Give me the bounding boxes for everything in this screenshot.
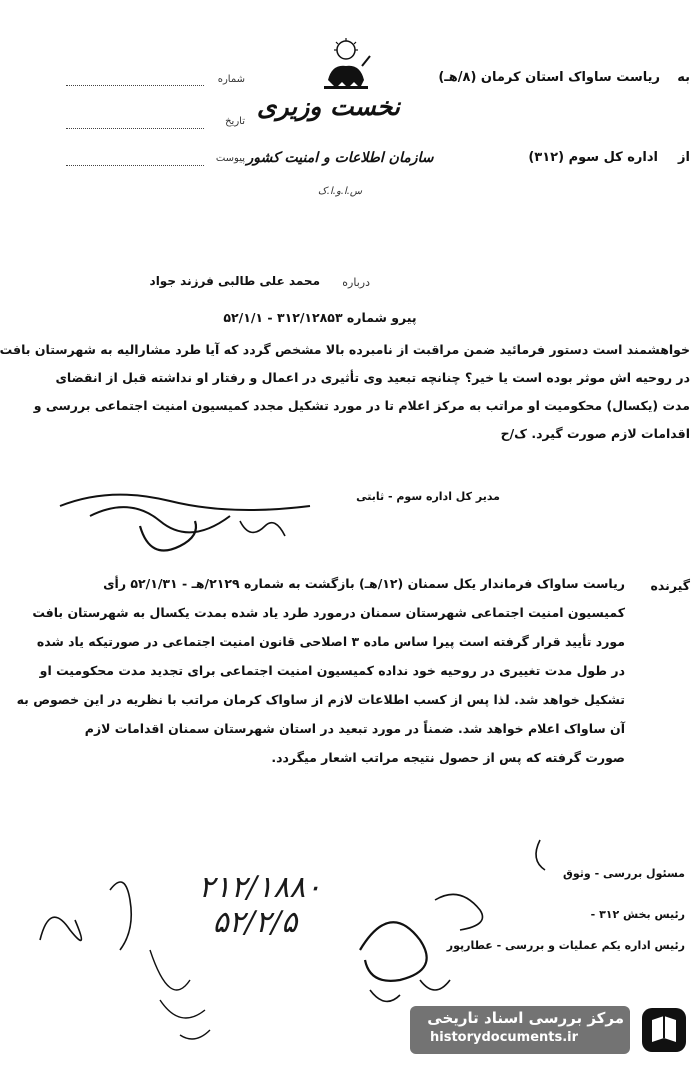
number-line (66, 84, 204, 86)
lion-and-sun-emblem (318, 36, 374, 92)
number-label: شماره (217, 74, 245, 85)
body-line: در روحیه اش موثر بوده است یا خیر؟ چنانچه تبعید وی تأثیری در اعمال و رفتار او نداشته قبل از انقضای (55, 370, 690, 385)
to-recipient: ریاست ساواک استان کرمان (۸/هـ) (438, 70, 660, 85)
recipient-line: تشکیل خواهد شد. لذا پس از کسب اطلاعات لازم از ساواک کرمان مراتب با نظریه در این خصوص به (16, 692, 625, 707)
subject-label: درباره (342, 276, 370, 289)
director-signature-title: مدیر کل اداره سوم - ثابتی (356, 490, 500, 503)
handwritten-margin-notes (30, 860, 230, 1060)
watermark (410, 1000, 695, 1060)
handwritten-signature (50, 476, 350, 566)
recipient-line: آن ساواک اعلام خواهد شد. ضمناً در مورد تبعید در استان شهرستان سمنان اقدامات لازم (84, 721, 625, 736)
watermark-site: historydocuments.ir (430, 1030, 579, 1045)
attachment-line (66, 164, 204, 166)
from-label: از (678, 150, 690, 165)
date-line (66, 127, 204, 129)
official-initials (340, 830, 560, 1020)
to-label: به (677, 70, 690, 85)
official-line: رئیس بخش ۳۱۲ - (590, 908, 685, 921)
organization-code: س.ا.و.ا.ک (317, 186, 363, 197)
recipient-line: در طول مدت تغییری در روحیه خود نداده کمیسیون امنیت اجتماعی برای تجدید مدت محکومیت او (39, 663, 625, 678)
recipient-label: گیرنده (650, 578, 690, 593)
letterhead (0, 0, 700, 215)
subject-row (0, 270, 700, 294)
handwritten-date: ۵۲/۲/۵ (212, 905, 298, 940)
reference-line: پیرو شماره ۳۱۲/۱۲۸۵۳ - ۵۲/۱/۱ (223, 310, 417, 325)
date-label: تاریخ (225, 116, 245, 127)
official-line: مسئول بررسی - وثوق (563, 867, 685, 880)
body-line: اقدامات لازم صورت گیرد. ک/ح (500, 426, 690, 441)
subject-text: محمد علی طالبی فرزند جواد (149, 274, 320, 288)
body-line: خواهشمند است دستور فرمائید ضمن مراقبت از نامبرده بالا مشخص گردد که آیا طرد مشارالیه به شهرستان بافت (0, 342, 690, 357)
watermark-title: مرکز بررسی اسناد تاریخی (427, 1009, 624, 1027)
official-line: رئیس اداره یکم عملیات و بررسی - عطارپور (446, 939, 685, 952)
document-logo-icon (638, 1004, 690, 1056)
recipient-line: صورت گرفته که پس از حصول نتیجه مراتب اشعار میگردد. (271, 750, 625, 765)
organization-name: سازمان اطلاعات و امنیت کشور (246, 150, 434, 166)
recipient-line: کمیسیون امنیت اجتماعی شهرستان سمنان درمورد طرد یاد شده بمدت یکسال به شهرستان بافت (32, 605, 625, 620)
from-sender: اداره کل سوم (۳۱۲) (528, 150, 658, 165)
office-title: نخست وزیری (256, 92, 400, 121)
recipient-line: مورد تأیید قرار گرفته است پیرا ساس ماده ۳ اصلاحی قانون امنیت اجتماعی در صورتیکه یاد شده (36, 634, 625, 649)
letter-body (0, 340, 690, 452)
body-line: مدت (یکسال) محکومیت او مراتب به مرکز اعلام تا در مورد تشکیل مجدد کمیسیون امنیت اجتماعی بررسی و (33, 398, 690, 413)
recipient-body (16, 574, 625, 777)
recipient-line: ریاست ساواک فرماندار یکل سمنان (۱۲/هـ) بازگشت به شماره ۲۱۲۹/هـ - ۵۲/۱/۳۱ رأی (103, 576, 625, 591)
handwritten-reference-number: ۲۱۲/۱۸۸۰ (198, 870, 322, 905)
attachment-label: پیوست (215, 153, 245, 164)
